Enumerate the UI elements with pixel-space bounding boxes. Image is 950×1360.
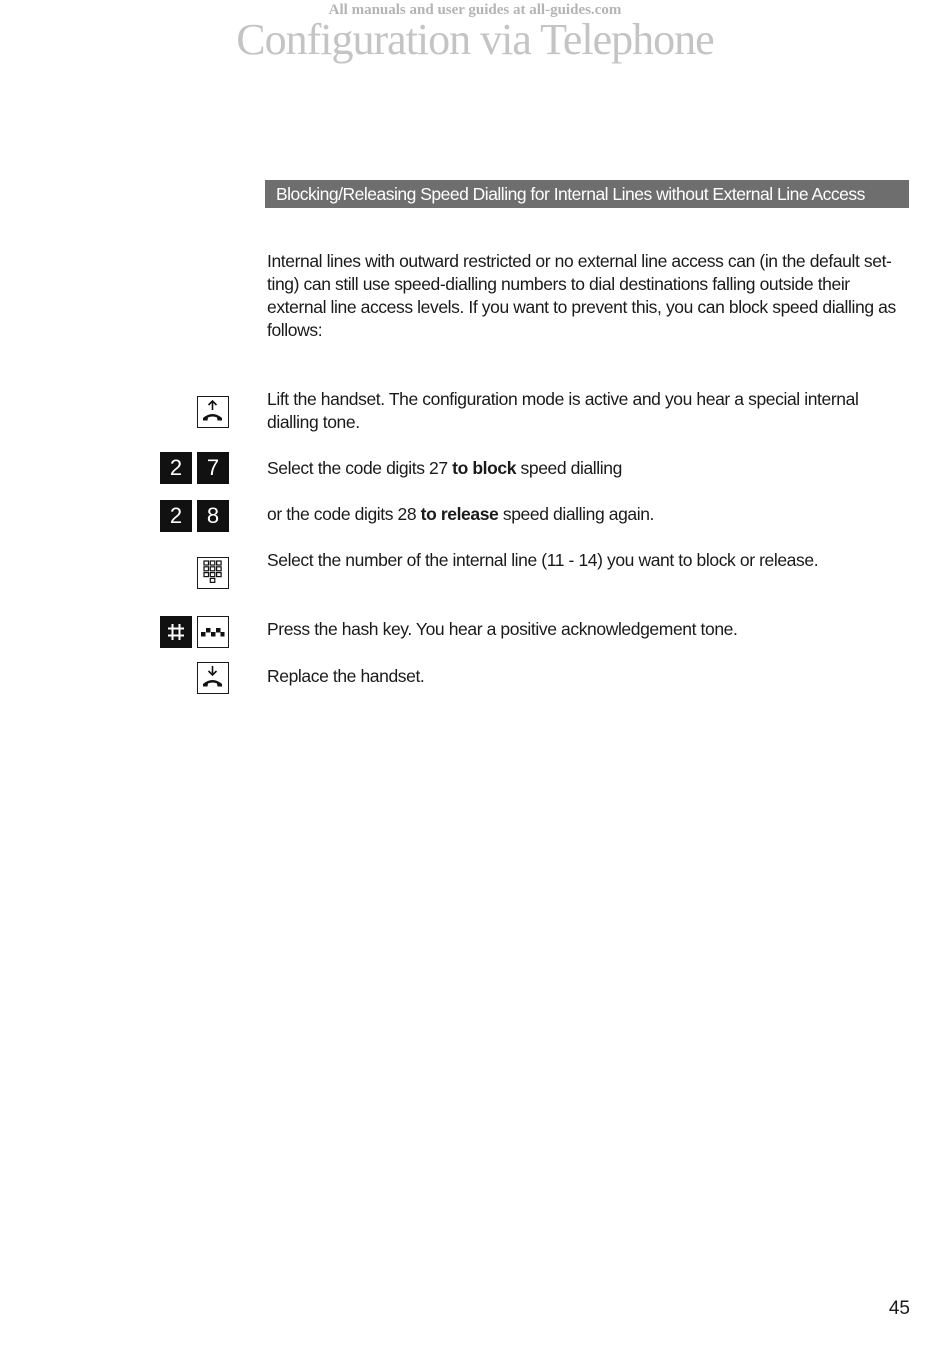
watermark: All manuals and user guides at all-guides.com (328, 2, 622, 18)
digit-key-8: 8 (197, 500, 229, 532)
hash-key-icon (160, 616, 192, 648)
lift-handset-icon (197, 396, 229, 428)
step-line-text: Select the number of the internal line (11 - 14) you want to block or release. (267, 550, 819, 570)
acknowledgement-tone-icon (197, 616, 229, 648)
to-block-emphasis: to block (452, 458, 517, 478)
step-hash-text: Press the hash key. You hear a positive acknowledgement tone. (267, 619, 738, 639)
keypad-icon (197, 557, 229, 589)
digit-key-2: 2 (160, 500, 192, 532)
digit-key-7: 7 (197, 452, 229, 484)
intro-paragraph: Internal lines with outward restricted or no external line access can (in the default set-ting) can still use speed-dialling numbers to dial destinations falling outside their external line access levels. If you want to prevent this, you can block speed dialling as follows: (267, 251, 896, 340)
to-release-emphasis: to release (420, 504, 499, 524)
step-lift-text: Lift the handset. The configuration mode is active and you hear a special internal dialling tone. (267, 389, 859, 432)
page-number: 45 (888, 1298, 910, 1319)
section-heading: Blocking/Releasing Speed Dialling for Internal Lines without External Line Access (265, 180, 909, 208)
chapter-title: Configuration via Telephone (236, 15, 714, 64)
step-release-text: or the code digits 28 to release speed dialling again. (267, 504, 655, 524)
step-replace-text: Replace the handset. (267, 666, 425, 686)
digit-key-2: 2 (160, 452, 192, 484)
replace-handset-icon (197, 662, 229, 694)
step-block-text: Select the code digits 27 to block speed dialling (267, 458, 622, 478)
